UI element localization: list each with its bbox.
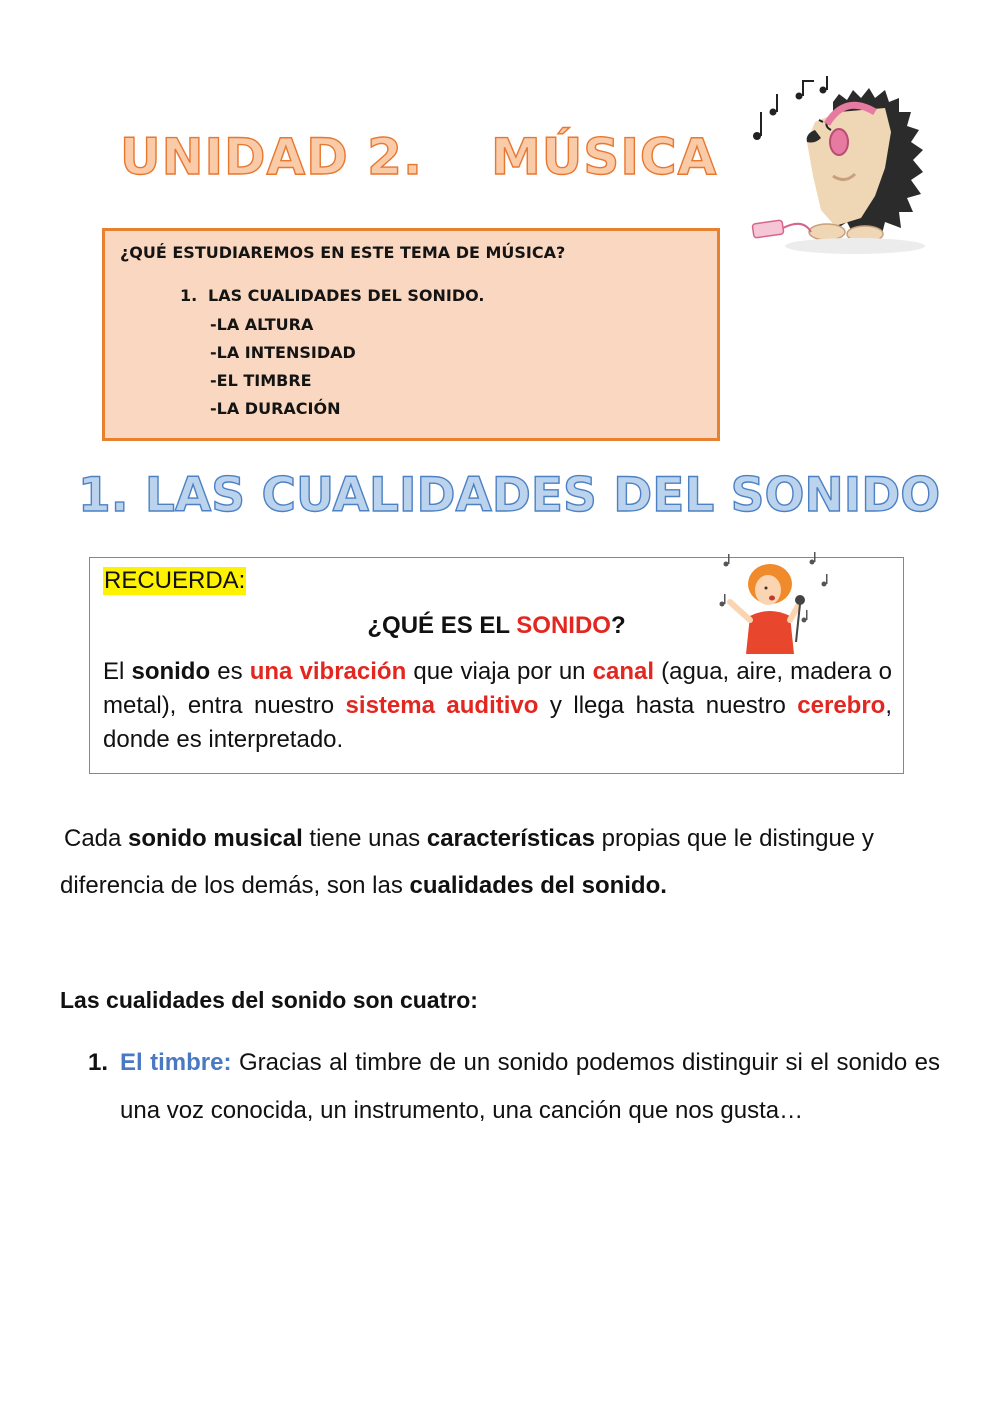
definition-text: (agua, aire, madera o metal), entra nuestro: [103, 658, 892, 719]
quality-item: [88, 1039, 940, 1135]
quality-term: El timbre:: [120, 1049, 232, 1076]
subject-name: MÚSICA: [490, 128, 718, 186]
syllabus-topic: [180, 286, 484, 305]
qualities-list: [88, 1039, 940, 1135]
sound-definition: [103, 655, 892, 757]
intro-bold: sonido musical: [128, 825, 303, 852]
syllabus-question: ¿QUÉ ESTUDIAREMOS EN ESTE TEMA DE MÚSICA?: [120, 243, 566, 262]
definition-highlight: una vibración: [249, 658, 407, 685]
question-mark: ?: [610, 612, 626, 639]
definition-text: El: [103, 658, 132, 685]
syllabus-list: [210, 311, 356, 423]
definition-text: , donde es interpretado.: [103, 692, 893, 753]
section-heading: 1. LAS CUALIDADES DEL SONIDO: [78, 468, 941, 523]
intro-paragraph: [60, 815, 940, 909]
question-text: ¿QUÉ ES EL: [367, 612, 517, 639]
intro-text: tiene unas: [302, 825, 427, 852]
intro-text: propias que le distingue y diferencia de los demás, son las: [60, 825, 874, 899]
definition-bold: sonido: [131, 658, 211, 685]
unit-title: [120, 128, 717, 186]
question-highlight: SONIDO: [516, 612, 611, 639]
definition-highlight: sistema auditivo: [345, 692, 539, 719]
definition-text: y llega hasta nuestro: [538, 692, 798, 719]
qualities-heading: Las cualidades del sonido son cuatro:: [60, 987, 478, 1013]
syllabus-item: -LA INTENSIDAD: [210, 343, 356, 362]
syllabus-item: -EL TIMBRE: [210, 371, 312, 390]
definition-text: es: [210, 658, 250, 685]
definition-text: que viaja por un: [406, 658, 593, 685]
quality-number: 1.: [88, 1049, 109, 1076]
remember-label: RECUERDA:: [104, 567, 246, 594]
intro-bold: cualidades del sonido.: [409, 872, 667, 899]
singer-illustration: [716, 550, 834, 656]
definition-highlight: canal: [592, 658, 655, 685]
definition-highlight: cerebro: [797, 692, 886, 719]
syllabus-item: -LA ALTURA: [210, 315, 314, 334]
quality-description: Gracias al timbre de un sonido podemos distinguir si el sonido es una voz conocida, un instrumento, una canción que nos gusta…: [120, 1049, 940, 1124]
hedgehog-headphones-illustration: [715, 72, 955, 284]
syllabus-topic-number: 1.: [180, 286, 198, 305]
syllabus-item: -LA DURACIÓN: [210, 399, 341, 418]
intro-text: Cada: [64, 825, 129, 852]
syllabus-topic-title: LAS CUALIDADES DEL SONIDO.: [208, 286, 485, 305]
intro-bold: características: [426, 825, 595, 852]
unit-number: UNIDAD 2.: [120, 128, 423, 186]
syllabus-box: [102, 228, 720, 441]
